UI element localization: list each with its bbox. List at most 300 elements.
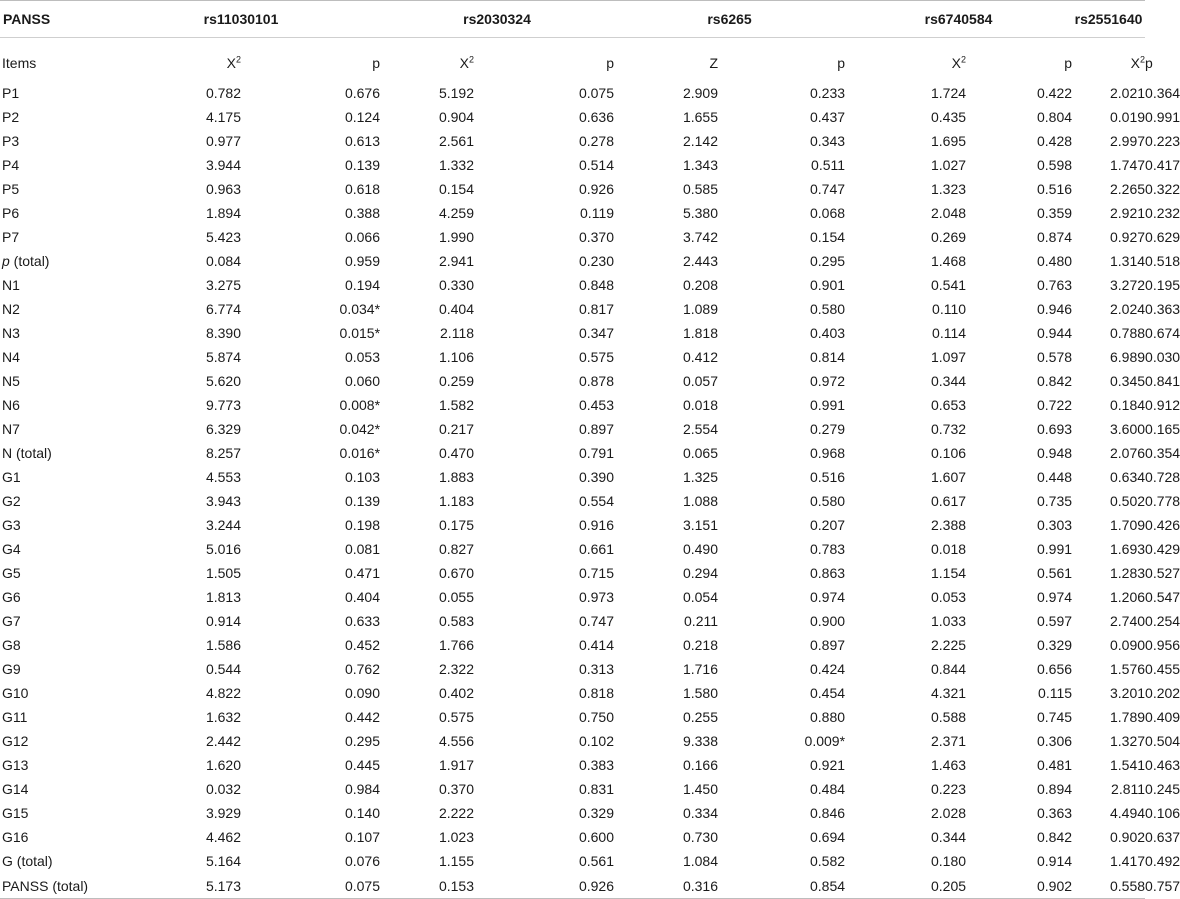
table-cell: 5.173 (102, 873, 241, 899)
table-cell: 0.053 (344, 349, 381, 365)
table-cell: 1.089 (682, 301, 719, 317)
table-cell: 2.941 (438, 253, 475, 269)
table-row: G14 0.032 0.984 0.370 0.831 1.450 0.484 0.223 0.894 2.811 0.245 (0, 777, 1145, 801)
table-cell: 0.053 (930, 589, 967, 605)
table-cell: 0.313 (578, 661, 615, 677)
table-cell: 0.015* (339, 325, 381, 341)
table-cell: 0.490 (682, 541, 719, 557)
table-cell: 2.265 (1109, 181, 1146, 197)
table-cell: 1.990 (438, 229, 475, 245)
row-item-label: G6 (2, 589, 21, 605)
table-cell: 0.511 (811, 157, 846, 173)
row-item-label: N1 (2, 277, 20, 293)
table-cell: 0.817 (578, 301, 615, 317)
table-cell: 0.926 (578, 181, 615, 197)
table-cell: 1.417 (1109, 853, 1146, 869)
table-cell: 0.948 (1036, 445, 1073, 461)
table-cell: 1.576 (1109, 661, 1146, 677)
table-cell: 0.110 (932, 301, 967, 317)
table-cell: 0.404 (344, 589, 381, 605)
table-row: P7 5.423 0.066 1.990 0.370 3.742 0.154 0.269 0.874 0.927 0.629 (0, 225, 1145, 249)
table-row: N5 5.620 0.060 0.259 0.878 0.057 0.972 0.344 0.842 0.345 0.841 (0, 369, 1145, 393)
table-cell: 0.502 (1109, 493, 1146, 509)
table-cell: 0.617 (930, 493, 967, 509)
table-cell: 1.632 (205, 709, 241, 725)
table-cell: 3.600 (1109, 421, 1146, 437)
table-cell: 2.322 (438, 661, 475, 677)
table-cell: 3.244 (205, 517, 241, 533)
table-cell: 0.153 (380, 873, 474, 899)
table-cell: 0.927 (1109, 229, 1146, 245)
table-cell: 0.075 (578, 85, 615, 101)
table-cell: 2.561 (438, 133, 475, 149)
table-cell: 4.321 (930, 685, 967, 701)
table-cell: 0.139 (344, 493, 381, 509)
table-cell: 1.206 (1109, 589, 1146, 605)
table-cell: 0.060 (344, 373, 381, 389)
table-cell: 5.164 (205, 853, 241, 869)
table-cell: 1.883 (438, 469, 475, 485)
table-cell: 0.448 (1036, 469, 1073, 485)
table-cell: 1.323 (930, 181, 967, 197)
table-row: N7 6.329 0.042* 0.217 0.897 2.554 0.279 0.732 0.693 3.600 0.165 (0, 417, 1145, 441)
table-cell: 3.275 (205, 277, 241, 293)
table-cell: 0.330 (438, 277, 475, 293)
table-cell: 0.068 (809, 205, 846, 221)
row-item-label: N2 (2, 301, 20, 317)
table-row: P6 1.894 0.388 4.259 0.119 5.380 0.068 2.048 0.359 2.921 0.232 (0, 201, 1145, 225)
table-cell: 2.048 (930, 205, 967, 221)
table-cell: 0.115 (1038, 685, 1073, 701)
table-cell: 0.653 (930, 397, 967, 413)
table-cell: 0.732 (930, 421, 967, 437)
table-row: N (total) 8.257 0.016* 0.470 0.791 0.065 0.968 0.106 0.948 2.076 0.354 (0, 441, 1145, 465)
table-cell: 1.693 (1109, 541, 1146, 557)
table-cell: 0.902 (966, 873, 1072, 899)
table-cell: 1.582 (438, 397, 475, 413)
table-cell: 0.762 (344, 661, 381, 677)
table-cell: 2.443 (682, 253, 719, 269)
table-cell: 0.804 (1036, 109, 1073, 125)
table-cell: 0.294 (682, 565, 719, 581)
table-cell: 0.974 (809, 589, 846, 605)
row-item-label: G12 (2, 733, 29, 749)
table-cell: 0.516 (809, 469, 846, 485)
table-cell: 0.402 (438, 685, 475, 701)
table-cell: 0.347 (578, 325, 615, 341)
table-cell: 0.184 (1109, 397, 1146, 413)
table-row: PANSS (total) 5.173 0.075 0.153 0.926 0.316 0.854 0.205 0.902 0.558 0.757 (0, 873, 1145, 899)
table-cell: 1.084 (682, 853, 719, 869)
table-cell: 0.119 (580, 205, 615, 221)
table-cell: 0.230 (578, 253, 615, 269)
table-cell: 0.102 (578, 733, 615, 749)
table-cell: 1.106 (438, 349, 475, 365)
table-cell: 0.076 (344, 853, 381, 869)
table-cell: 1.607 (930, 469, 967, 485)
table-cell: 3.742 (682, 229, 719, 245)
table-cell: 0.124 (344, 109, 381, 125)
table-row: P4 3.944 0.139 1.332 0.514 1.343 0.511 1.027 0.598 1.747 0.417 (0, 153, 1145, 177)
table-cell: 5.620 (205, 373, 241, 389)
table-cell: 0.211 (684, 613, 719, 629)
subheader-stat: $X^2$ (1130, 53, 1146, 71)
table-cell: 0.114 (932, 325, 967, 341)
table-row: P5 0.963 0.618 0.154 0.926 0.585 0.747 1.323 0.516 2.265 0.322 (0, 177, 1145, 201)
table-cell: 1.716 (682, 661, 719, 677)
table-cell: 0.580 (809, 493, 846, 509)
table-cell: 0.633 (344, 613, 381, 629)
table-cell: 0.344 (930, 373, 967, 389)
subheader-stat: p (606, 54, 615, 71)
table-cell: 0.295 (809, 253, 846, 269)
table-row: G2 3.943 0.139 1.183 0.554 1.088 0.580 0.617 0.735 0.502 0.778 (0, 489, 1145, 513)
row-item-label: G9 (2, 661, 21, 677)
table-cell: 0.514 (578, 157, 615, 173)
table-cell: 1.813 (205, 589, 241, 605)
table-cell: 0.042* (339, 421, 381, 437)
table-cell: 2.554 (682, 421, 719, 437)
table-cell: 1.154 (930, 565, 967, 581)
table-row: G1 4.553 0.103 1.883 0.390 1.325 0.516 1.607 0.448 0.634 0.728 (0, 465, 1145, 489)
table-cell: 6.774 (205, 301, 241, 317)
table-cell: 0.383 (578, 757, 615, 773)
table-cell: 0.470 (438, 445, 475, 461)
table-cell: 0.334 (682, 805, 719, 821)
table-cell: 2.225 (930, 637, 967, 653)
subheader-stat: Z (709, 54, 719, 71)
table-row: N2 6.774 0.034* 0.404 0.817 1.089 0.580 0.110 0.946 2.024 0.363 (0, 297, 1145, 321)
subheader-row: Items $X^2$ p $X^2$ p Z p $X^2$ p $X^2$ p (0, 38, 1145, 82)
table-cell: 0.442 (344, 709, 381, 725)
table-cell: 1.917 (438, 757, 475, 773)
table-cell: 0.585 (682, 181, 719, 197)
row-item-label: G (total) (2, 853, 53, 869)
table-cell: 0.897 (809, 637, 846, 653)
table-cell: 1.541 (1109, 757, 1146, 773)
row-item-label: N4 (2, 349, 20, 365)
table-cell: 0.914 (205, 613, 241, 629)
table-cell: 0.106 (930, 445, 967, 461)
table-cell: 0.207 (809, 517, 846, 533)
table-body (0, 38, 1180, 899)
table-cell: 2.021 (1109, 85, 1146, 101)
table-cell: 0.656 (1036, 661, 1073, 677)
table-cell: 0.583 (438, 613, 475, 629)
table-cell: 0.963 (205, 181, 241, 197)
row-item-label: N5 (2, 373, 20, 389)
table-cell: 0.613 (344, 133, 381, 149)
table-cell: 2.028 (930, 805, 967, 821)
subheader-items: Items (2, 54, 37, 71)
table-cell: 3.201 (1109, 685, 1146, 701)
table-cell: 0.894 (1036, 781, 1073, 797)
table-cell: 1.027 (930, 157, 967, 173)
table-cell: 0.844 (930, 661, 967, 677)
table-cell: 0.054 (682, 589, 719, 605)
table-row: P1 0.782 0.676 5.192 0.075 2.909 0.233 1.724 0.422 2.021 0.364 (0, 81, 1145, 105)
table-row: G10 4.822 0.090 0.402 0.818 1.580 0.454 4.321 0.115 3.201 0.202 (0, 681, 1145, 705)
table-cell: 0.874 (1036, 229, 1073, 245)
table-cell: 1.033 (930, 613, 967, 629)
row-item-label: G13 (2, 757, 29, 773)
table-cell: 0.973 (578, 589, 615, 605)
table-cell: 0.878 (578, 373, 615, 389)
table-cell: 0.403 (809, 325, 846, 341)
table-cell: 2.118 (440, 325, 475, 341)
row-item-label: N3 (2, 325, 20, 341)
table-row: p (total) 0.084 0.959 2.941 0.230 2.443 0.295 1.468 0.480 1.314 0.518 (0, 249, 1145, 273)
table-cell: 1.450 (682, 781, 719, 797)
table-row: G (total) 5.164 0.076 1.155 0.561 1.084 0.582 0.180 0.914 1.417 0.492 (0, 849, 1145, 873)
table-cell: 0.480 (1036, 253, 1073, 269)
table-cell: 3.272 (1109, 277, 1146, 293)
table-cell: 1.586 (205, 637, 241, 653)
table-cell: 0.670 (438, 565, 475, 581)
table-cell: 5.192 (438, 85, 475, 101)
table-cell: 0.722 (1036, 397, 1073, 413)
table-row: G12 2.442 0.295 4.556 0.102 9.338 0.009* 2.371 0.306 1.327 0.504 (0, 729, 1145, 753)
table-cell: 0.055 (438, 589, 475, 605)
table-row: N4 5.874 0.053 1.106 0.575 0.412 0.814 1.097 0.578 6.989 0.030 (0, 345, 1145, 369)
table-cell: 1.332 (438, 157, 475, 173)
table-cell: 0.065 (682, 445, 719, 461)
table-cell: 0.897 (578, 421, 615, 437)
table-cell: 0.008* (339, 397, 381, 413)
table-cell: 0.578 (1036, 349, 1073, 365)
table-cell: 0.205 (845, 873, 966, 899)
table-cell: 0.009* (804, 733, 846, 749)
table-cell: 0.900 (809, 613, 846, 629)
table-row: G16 4.462 0.107 1.023 0.600 0.730 0.694 0.344 0.842 0.902 0.637 (0, 825, 1145, 849)
table-cell: 0.139 (344, 157, 381, 173)
table-cell: 2.388 (930, 517, 967, 533)
table-cell: 0.259 (438, 373, 475, 389)
table-cell: 0.081 (344, 541, 381, 557)
table-cell: 9.338 (682, 733, 719, 749)
table-cell: 0.154 (809, 229, 846, 245)
subheader-stat: p (372, 54, 381, 71)
table-cell: 0.863 (809, 565, 846, 581)
table-cell: 4.259 (438, 205, 475, 221)
table-cell: 8.390 (205, 325, 241, 341)
table-cell: 0.636 (578, 109, 615, 125)
table-cell: 0.295 (344, 733, 381, 749)
table-cell: 0.388 (344, 205, 381, 221)
row-item-label: P7 (2, 229, 20, 245)
table-cell: 0.154 (438, 181, 475, 197)
table-cell: 4.494 (1109, 805, 1146, 821)
table-cell: 0.974 (1036, 589, 1073, 605)
table-row: G5 1.505 0.471 0.670 0.715 0.294 0.863 1.154 0.561 1.283 0.527 (0, 561, 1145, 585)
table-cell: 0.516 (1036, 181, 1073, 197)
table-cell: 0.233 (809, 85, 846, 101)
table-cell: 0.618 (344, 181, 381, 197)
table-cell: 1.505 (205, 565, 241, 581)
subheader-stat: $X^2$ (459, 53, 475, 71)
table-cell: 1.183 (438, 493, 475, 509)
row-item-label: G5 (2, 565, 21, 581)
table-cell: 0.968 (809, 445, 846, 461)
table-cell: 0.084 (205, 253, 241, 269)
table-row: N3 8.390 0.015* 2.118 0.347 1.818 0.403 0.114 0.944 0.788 0.674 (0, 321, 1145, 345)
table-cell: 0.303 (1036, 517, 1073, 533)
row-item-label: G1 (2, 469, 21, 485)
table-cell: 0.946 (1036, 301, 1073, 317)
table-cell: 0.075 (241, 873, 380, 899)
table-cell: 1.655 (682, 109, 719, 125)
table-cell: 0.991 (1036, 541, 1073, 557)
table-cell: 0.676 (344, 85, 381, 101)
table-cell: 0.454 (809, 685, 846, 701)
table-cell: 4.462 (205, 829, 241, 845)
table-cell: 0.588 (930, 709, 967, 725)
table-row: G6 1.813 0.404 0.055 0.973 0.054 0.974 0.053 0.974 1.206 0.547 (0, 585, 1145, 609)
table-cell: 3.929 (205, 805, 241, 821)
table-cell: 0.984 (344, 781, 381, 797)
table-cell: 0.404 (438, 301, 475, 317)
table-cell: 2.921 (1109, 205, 1146, 221)
table-cell: 2.997 (1109, 133, 1146, 149)
table-cell: 2.740 (1109, 613, 1146, 629)
table-cell: 0.090 (1109, 637, 1146, 653)
table-cell: 0.019 (1109, 109, 1146, 125)
table-cell: 0.344 (930, 829, 967, 845)
table-row: G4 5.016 0.081 0.827 0.661 0.490 0.783 0.018 0.991 1.693 0.429 (0, 537, 1145, 561)
table-cell: 4.175 (205, 109, 241, 125)
table-cell: 0.016* (339, 445, 381, 461)
table-cell: 2.811 (1111, 781, 1146, 797)
header-snp-group: rs11030101 (102, 1, 380, 38)
table-cell: 0.972 (809, 373, 846, 389)
row-item-label: G2 (2, 493, 21, 509)
table-cell: 0.730 (682, 829, 719, 845)
row-item-label: G8 (2, 637, 21, 653)
table-cell: 0.424 (809, 661, 846, 677)
table-cell: 0.428 (1036, 133, 1073, 149)
table-cell: 0.597 (1036, 613, 1073, 629)
row-item-label: G7 (2, 613, 21, 629)
table-cell: 1.468 (930, 253, 967, 269)
table-cell: 1.463 (930, 757, 967, 773)
table-cell: 1.766 (438, 637, 475, 653)
table-cell: 0.598 (1036, 157, 1073, 173)
table-cell: 1.789 (1109, 709, 1146, 725)
subheader-stat: $X^2$ (951, 53, 967, 71)
table-cell: 0.484 (809, 781, 846, 797)
row-item-label: PANSS (total) (0, 873, 102, 899)
subheader-stat: $X^2$ (226, 53, 241, 71)
table-cell: 0.901 (809, 277, 846, 293)
table-row: G8 1.586 0.452 1.766 0.414 0.218 0.897 2.225 0.329 0.090 0.956 (0, 633, 1145, 657)
table-cell: 0.370 (578, 229, 615, 245)
table-cell: 5.016 (205, 541, 241, 557)
table-cell: 0.561 (1036, 565, 1073, 581)
table-cell: 0.279 (809, 421, 846, 437)
table-cell: 3.151 (682, 517, 719, 533)
table-cell: 2.142 (682, 133, 719, 149)
table-cell: 0.846 (809, 805, 846, 821)
table-cell: 0.223 (930, 781, 967, 797)
table-cell: 0.034* (339, 301, 381, 317)
table-cell: 0.175 (438, 517, 475, 533)
table-cell: 0.661 (578, 541, 615, 557)
table-cell: 0.745 (1036, 709, 1073, 725)
table-cell: 1.155 (438, 853, 475, 869)
table-cell: 0.783 (809, 541, 846, 557)
table-cell: 0.445 (344, 757, 381, 773)
row-item-label: N (total) (2, 445, 52, 461)
table-cell: 1.747 (1109, 157, 1146, 173)
table-cell: 0.471 (344, 565, 381, 581)
row-item-label: N7 (2, 421, 20, 437)
row-item-label: G14 (2, 781, 29, 797)
table-cell: 1.023 (438, 829, 475, 845)
row-item-label: p (total) (2, 253, 50, 269)
table-cell: 0.278 (578, 133, 615, 149)
table-cell: 0.217 (438, 421, 475, 437)
table-cell: 0.343 (809, 133, 846, 149)
table-cell: 0.435 (930, 109, 967, 125)
table-cell: 0.194 (344, 277, 381, 293)
table-cell: 4.556 (438, 733, 475, 749)
table-row: P2 4.175 0.124 0.904 0.636 1.655 0.437 0.435 0.804 0.019 0.991 (0, 105, 1145, 129)
table-cell: 0.561 (578, 853, 615, 869)
header-snp-group: rs2030324 (380, 1, 614, 38)
table-cell: 3.944 (205, 157, 241, 173)
table-cell: 1.818 (682, 325, 719, 341)
table-cell: 1.580 (682, 685, 719, 701)
table-cell: 0.634 (1109, 469, 1146, 485)
row-item-label: G15 (2, 805, 29, 821)
table-cell: 0.370 (438, 781, 475, 797)
table-cell: 0.959 (344, 253, 381, 269)
table-cell: 0.453 (578, 397, 615, 413)
table-cell: 0.814 (809, 349, 846, 365)
table-cell: 0.306 (1036, 733, 1073, 749)
table-cell: 0.363 (1036, 805, 1073, 821)
table-cell: 1.894 (205, 205, 241, 221)
row-item-label: G16 (2, 829, 29, 845)
table-cell: 0.921 (809, 757, 846, 773)
row-item-label: G4 (2, 541, 21, 557)
table-cell: 0.316 (614, 873, 718, 899)
table-cell: 0.329 (1036, 637, 1073, 653)
table-cell: 5.380 (682, 205, 719, 221)
table-cell: 0.914 (1036, 853, 1073, 869)
table-cell: 0.544 (205, 661, 241, 677)
table-cell: 0.018 (682, 397, 719, 413)
table-cell: 0.554 (578, 493, 615, 509)
table-row: G13 1.620 0.445 1.917 0.383 0.166 0.921 1.463 0.481 1.541 0.463 (0, 753, 1145, 777)
table-row: G15 3.929 0.140 2.222 0.329 0.334 0.846 2.028 0.363 4.494 0.106 (0, 801, 1145, 825)
table-row: N6 9.773 0.008* 1.582 0.453 0.018 0.991 0.653 0.722 0.184 0.912 (0, 393, 1145, 417)
table-cell: 0.791 (578, 445, 615, 461)
table-row: P3 0.977 0.613 2.561 0.278 2.142 0.343 1.695 0.428 2.997 0.223 (0, 129, 1145, 153)
table-cell: 2.024 (1109, 301, 1146, 317)
table-cell: 0.437 (809, 109, 846, 125)
table-cell: 0.763 (1036, 277, 1073, 293)
table-cell: 2.222 (438, 805, 475, 821)
table-cell: 1.709 (1109, 517, 1146, 533)
header-panss: PANSS (0, 1, 102, 38)
table-row: G9 0.544 0.762 2.322 0.313 1.716 0.424 0.844 0.656 1.576 0.455 (0, 657, 1145, 681)
table-cell: 2.909 (682, 85, 719, 101)
row-item-label: G3 (2, 517, 21, 533)
row-item-label: P2 (2, 109, 20, 125)
table-cell: 0.140 (344, 805, 381, 821)
table-cell: 2.371 (930, 733, 967, 749)
